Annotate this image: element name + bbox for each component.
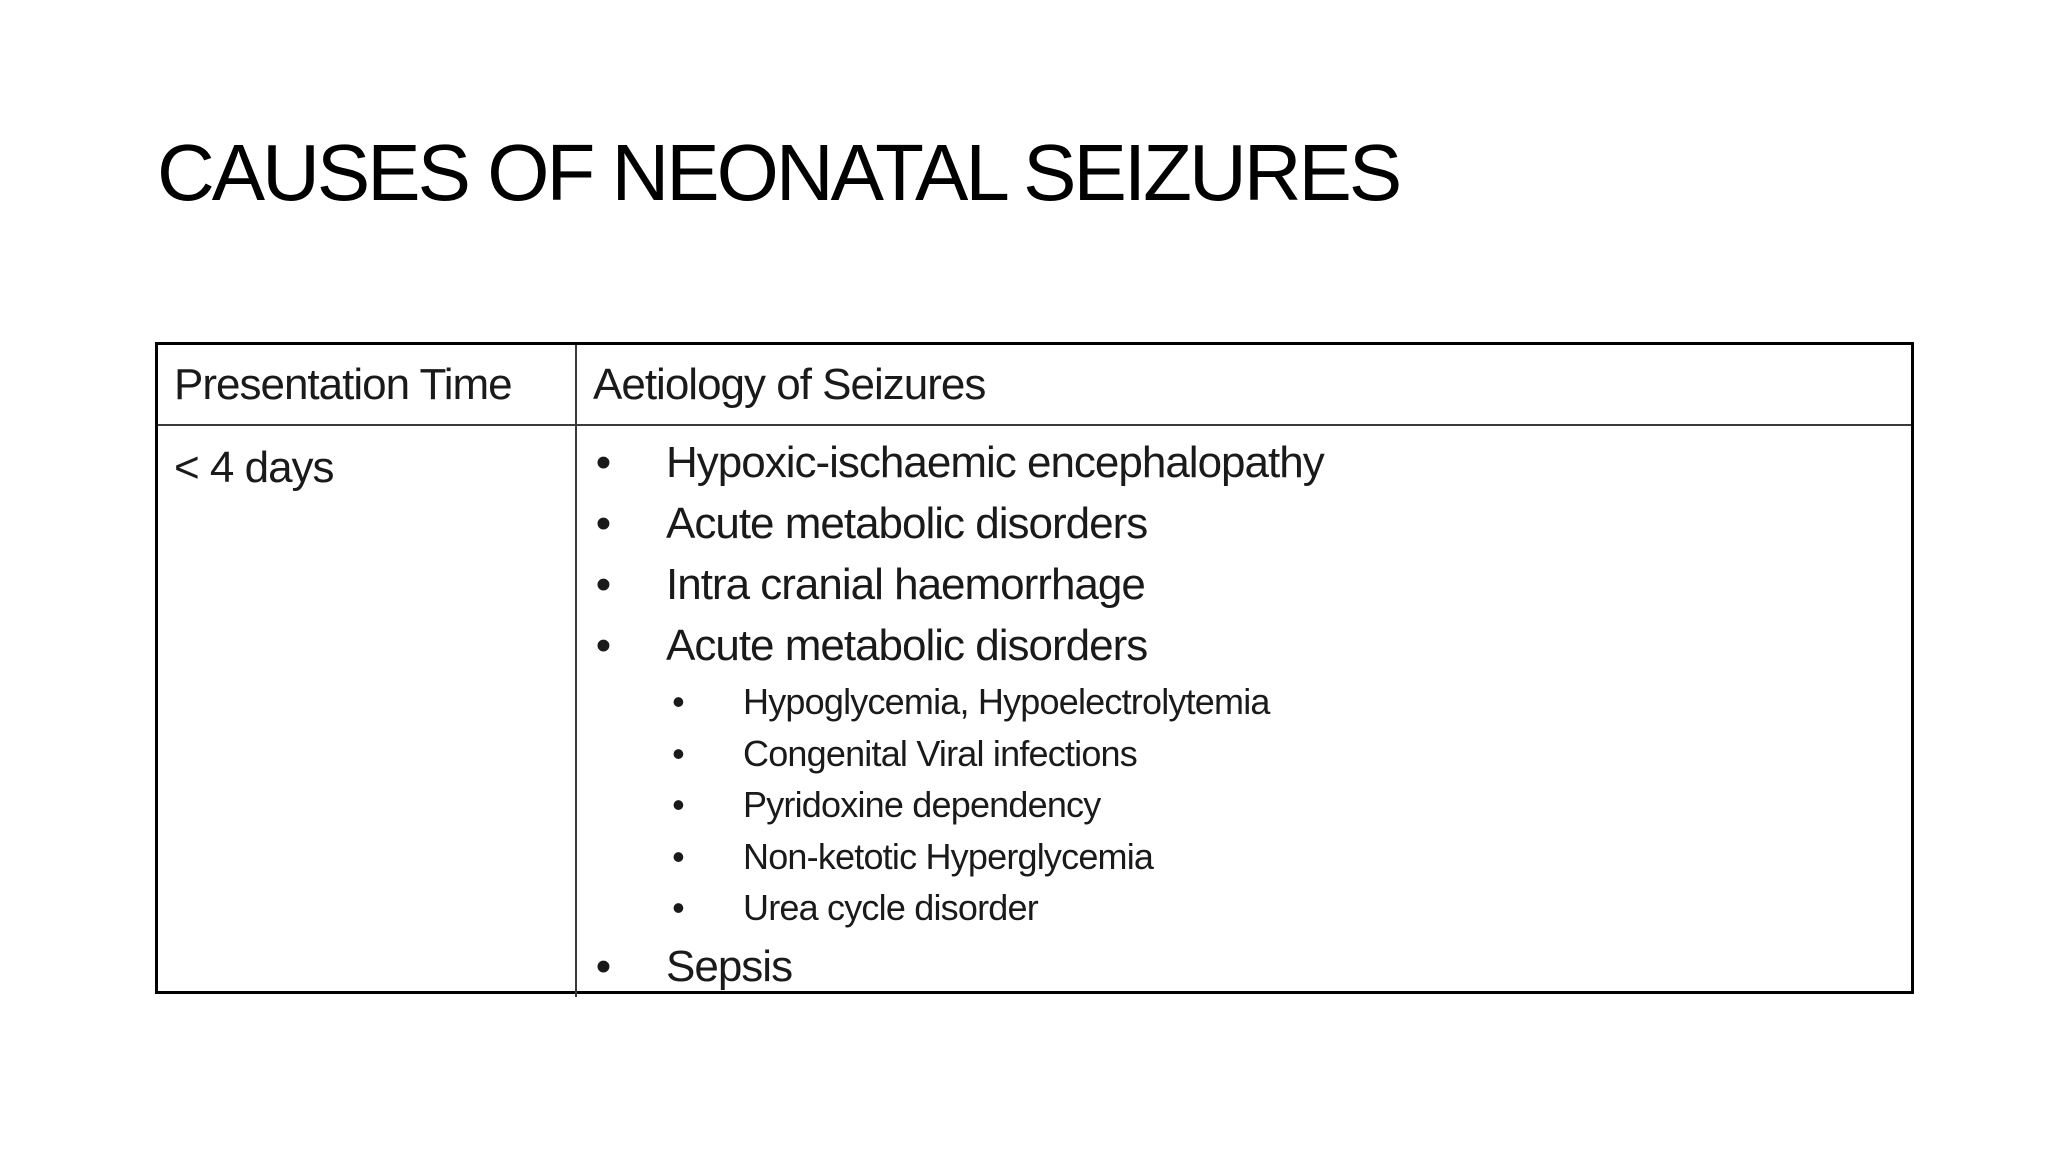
sub-list-item — [593, 831, 1911, 883]
sub-list-item — [593, 779, 1911, 831]
bullet-icon: • — [595, 621, 611, 670]
aetiology-cell — [576, 425, 1911, 997]
list-item-text: Acute metabolic disorders — [666, 499, 1148, 548]
sub-list-item — [593, 728, 1911, 780]
header-aetiology: Aetiology of Seizures — [576, 345, 1911, 425]
bullet-icon: • — [672, 887, 684, 928]
bullet-icon: • — [672, 681, 684, 722]
list-item — [593, 554, 1911, 615]
presentation-time-cell: < 4 days — [158, 425, 576, 997]
sub-list-item-text: Hypoglycemia, Hypoelectrolytemia — [743, 681, 1270, 722]
table-header-row — [158, 345, 1911, 425]
aetiology-list-continued — [593, 936, 1911, 997]
list-item-text: Sepsis — [666, 941, 793, 991]
bullet-icon: • — [595, 499, 611, 548]
causes-table — [155, 342, 1914, 994]
bullet-icon: • — [672, 732, 684, 774]
bullet-icon: • — [595, 941, 611, 991]
sub-list-item-text: Urea cycle disorder — [743, 887, 1038, 928]
aetiology-list — [593, 432, 1911, 676]
list-item — [593, 615, 1911, 676]
slide-title: CAUSES OF NEONATAL SEIZURES — [157, 128, 1400, 217]
bullet-icon: • — [672, 784, 684, 825]
bullet-icon: • — [672, 835, 684, 877]
aetiology-sub-list — [593, 676, 1911, 934]
sub-list-item-text: Congenital Viral infections — [743, 732, 1137, 774]
bullet-icon: • — [595, 560, 611, 609]
list-item — [593, 432, 1911, 493]
header-presentation-time: Presentation Time — [158, 345, 576, 425]
sub-list-item — [593, 676, 1911, 728]
sub-list-item — [593, 882, 1911, 934]
sub-list-item-text: Non-ketotic Hyperglycemia — [743, 835, 1154, 877]
list-item — [593, 493, 1911, 554]
list-item-text: Acute metabolic disorders — [666, 621, 1148, 670]
table-row — [158, 425, 1911, 997]
list-item-text: Intra cranial haemorrhage — [666, 560, 1145, 609]
sub-list-item-text: Pyridoxine dependency — [743, 784, 1101, 825]
bullet-icon: • — [595, 438, 611, 487]
list-item — [593, 936, 1911, 997]
list-item-text: Hypoxic-ischaemic encephalopathy — [666, 438, 1324, 487]
